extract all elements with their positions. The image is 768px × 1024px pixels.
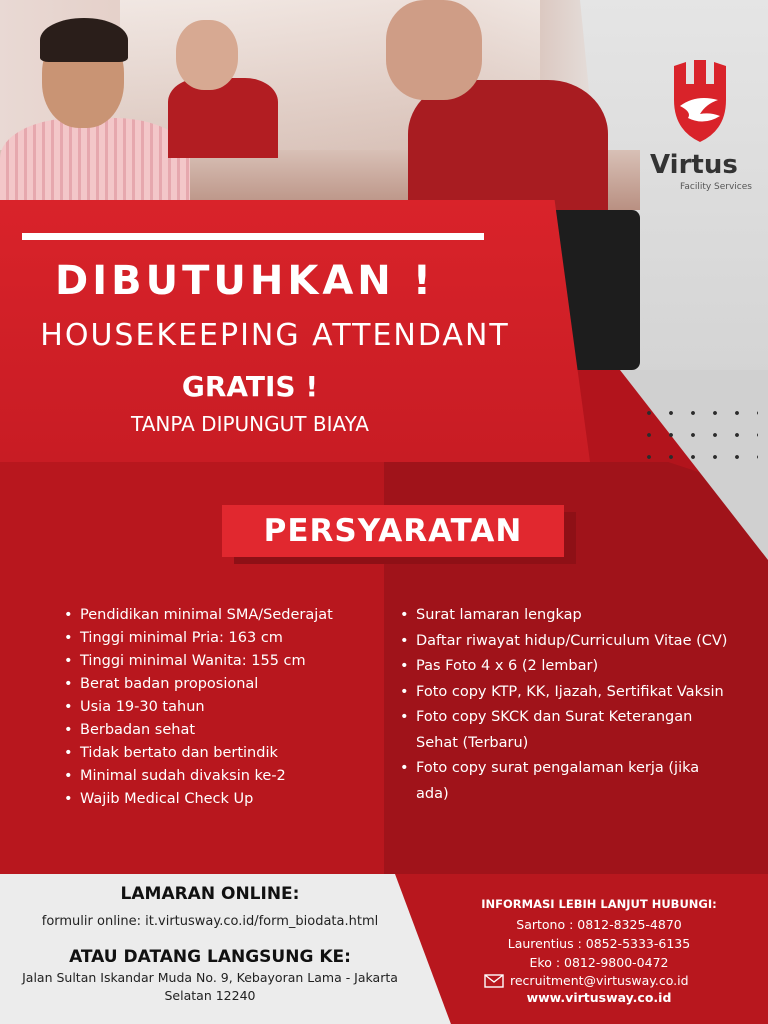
contact-website[interactable]: www.virtusway.co.id: [526, 990, 672, 1005]
photo-staff-face: [176, 20, 238, 90]
contact-person: Sartono : 0812-8325-4870: [516, 917, 682, 932]
list-item: • Tinggi minimal Pria: 163 cm: [64, 627, 384, 650]
list-item: • Pendidikan minimal SMA/Sederajat: [64, 604, 384, 627]
requirements-list-left: [64, 604, 384, 811]
photo-receptionist-hair: [40, 18, 128, 62]
list-item: • Tinggi minimal Wanita: 155 cm: [64, 650, 384, 673]
virtus-logo-icon: [666, 60, 738, 144]
requirements-title: PERSYARATAN: [222, 505, 564, 557]
list-item: • Berat badan proposional: [64, 673, 384, 696]
contact-person: Eko : 0812-9800-0472: [529, 955, 669, 970]
office-address: Jalan Sultan Iskandar Muda No. 9, Kebayoran Lama - Jakarta Selatan 12240: [22, 970, 398, 1003]
walkin-title: ATAU DATANG LANGSUNG KE:: [69, 947, 351, 967]
brand-name: Virtus: [650, 150, 738, 180]
list-item: • Foto copy surat pengalaman kerja (jika ada): [400, 756, 730, 807]
email-icon: [484, 974, 504, 988]
list-item: • Foto copy SKCK dan Surat Keterangan Sehat (Terbaru): [400, 705, 730, 756]
banner-rule: [22, 233, 484, 240]
list-item: • Wajib Medical Check Up: [64, 788, 384, 811]
job-position: HOUSEKEEPING ATTENDANT: [40, 318, 510, 353]
list-item: • Surat lamaran lengkap: [400, 603, 730, 629]
dot-pattern: [638, 402, 758, 472]
online-apply-title: LAMARAN ONLINE:: [120, 884, 300, 904]
headline: DIBUTUHKAN !: [55, 258, 435, 304]
contact-person: Laurentius : 0852-5333-6135: [507, 936, 691, 951]
contact-email-row[interactable]: [484, 973, 734, 988]
contact-title: INFORMASI LEBIH LANJUT HUBUNGI:: [481, 897, 717, 911]
brand-tagline: Facility Services: [680, 182, 752, 192]
contact-email[interactable]: recruitment@virtusway.co.id: [510, 973, 689, 988]
online-form-link[interactable]: formulir online: it.virtusway.co.id/form_biodata.html: [41, 914, 379, 929]
free-label: GRATIS !: [181, 370, 319, 403]
list-item: • Tidak bertato dan bertindik: [64, 742, 384, 765]
list-item: • Pas Foto 4 x 6 (2 lembar): [400, 654, 730, 680]
photo-staff-body: [168, 78, 278, 158]
list-item: • Daftar riwayat hidup/Curriculum Vitae (CV): [400, 629, 730, 655]
list-item: • Usia 19-30 tahun: [64, 696, 384, 719]
no-fee-label: TANPA DIPUNGUT BIAYA: [131, 412, 369, 436]
list-item: • Berbadan sehat: [64, 719, 384, 742]
list-item: • Foto copy KTP, KK, Ijazah, Sertifikat Vaksin: [400, 680, 730, 706]
photo-cleaner-face: [386, 0, 482, 100]
requirements-list-right: [400, 603, 730, 807]
list-item: • Minimal sudah divaksin ke-2: [64, 765, 384, 788]
